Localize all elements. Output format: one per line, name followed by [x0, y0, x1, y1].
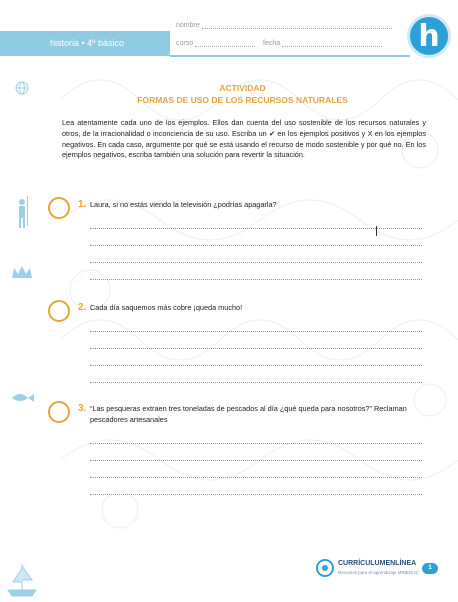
activity-heading	[70, 82, 415, 106]
question-3-marker[interactable]	[48, 401, 70, 423]
activity-title: ACTIVIDAD	[219, 83, 266, 93]
question-2-marker[interactable]	[48, 300, 70, 322]
instructions-text-after: en los ejemplos positivos y X en los ejemplos negativos. En cada caso, argumente por qué se está usando el recurso de modo sostenible y por qué no. En los ejemplos negativos, escriba también una solución para revertir la situación.	[62, 128, 426, 160]
course-field[interactable]	[195, 40, 255, 47]
question-2-text: Cada día saquemos más cobre ¡queda mucho!	[90, 303, 243, 312]
answer-line[interactable]	[90, 443, 422, 444]
answer-line[interactable]	[90, 494, 422, 495]
answer-line[interactable]	[90, 477, 422, 478]
crown-icon	[12, 266, 32, 278]
question-3-text: “Las pesqueras extraen tres toneladas de pescados al día ¿qué queda para nosotros?” Reclaman pescadores artesanales	[90, 404, 407, 424]
header-bar	[0, 31, 170, 56]
course-date-row	[176, 40, 382, 47]
logo-letter: h	[418, 19, 440, 54]
question-2	[48, 300, 428, 400]
answer-line[interactable]	[90, 245, 422, 246]
answer-line[interactable]	[90, 348, 422, 349]
answer-line[interactable]	[90, 365, 422, 366]
answer-line[interactable]	[90, 331, 422, 332]
page-number: 1	[422, 563, 438, 574]
answer-line[interactable]	[90, 262, 422, 263]
explorer-figure-icon	[19, 196, 28, 228]
answer-line[interactable]	[90, 279, 422, 280]
question-1	[48, 197, 428, 297]
fish-icon	[12, 394, 34, 402]
question-3	[48, 401, 428, 511]
name-label: nombre	[176, 22, 200, 29]
name-field[interactable]	[202, 22, 392, 29]
student-info-box	[170, 19, 420, 59]
date-label: fecha	[263, 40, 281, 47]
curriculum-logo-icon	[316, 559, 334, 577]
question-1-number: 1.	[78, 199, 87, 210]
check-icon: ✔	[269, 128, 276, 138]
question-3-number: 3.	[78, 403, 87, 414]
curriculum-brand: CURRÍCULUMENLÍNEA	[338, 560, 417, 567]
answer-line[interactable]	[90, 460, 422, 461]
curriculum-tagline: Recursos para el aprendizaje MINEDUC	[338, 570, 419, 575]
activity-subtitle: FORMAS DE USO DE LOS RECURSOS NATURALES	[137, 95, 348, 105]
text-cursor	[376, 226, 377, 236]
instructions-text-before: Lea atentamente cada uno de los ejemplos. Ellos dan cuenta del uso sostenible de los recursos naturales y otros, de la irracionalidad o inconciencia de su uso. Escriba un	[62, 118, 426, 138]
course-label: curso	[176, 40, 194, 47]
question-1-text: Laura, si no estás viendo la televisión ¿podrías apagarla?	[90, 200, 277, 209]
answer-line[interactable]	[90, 382, 422, 383]
question-1-marker[interactable]	[48, 197, 70, 219]
date-field[interactable]	[282, 40, 382, 47]
name-row	[176, 22, 392, 29]
answer-line[interactable]	[90, 228, 422, 229]
instructions-paragraph	[62, 118, 426, 161]
ship-icon	[8, 564, 36, 596]
globe-icon	[16, 82, 28, 94]
question-2-number: 2.	[78, 302, 87, 313]
curriculum-logo	[316, 557, 426, 581]
historia-logo	[407, 14, 451, 58]
subject-label: historia • 4º básico	[50, 38, 124, 48]
